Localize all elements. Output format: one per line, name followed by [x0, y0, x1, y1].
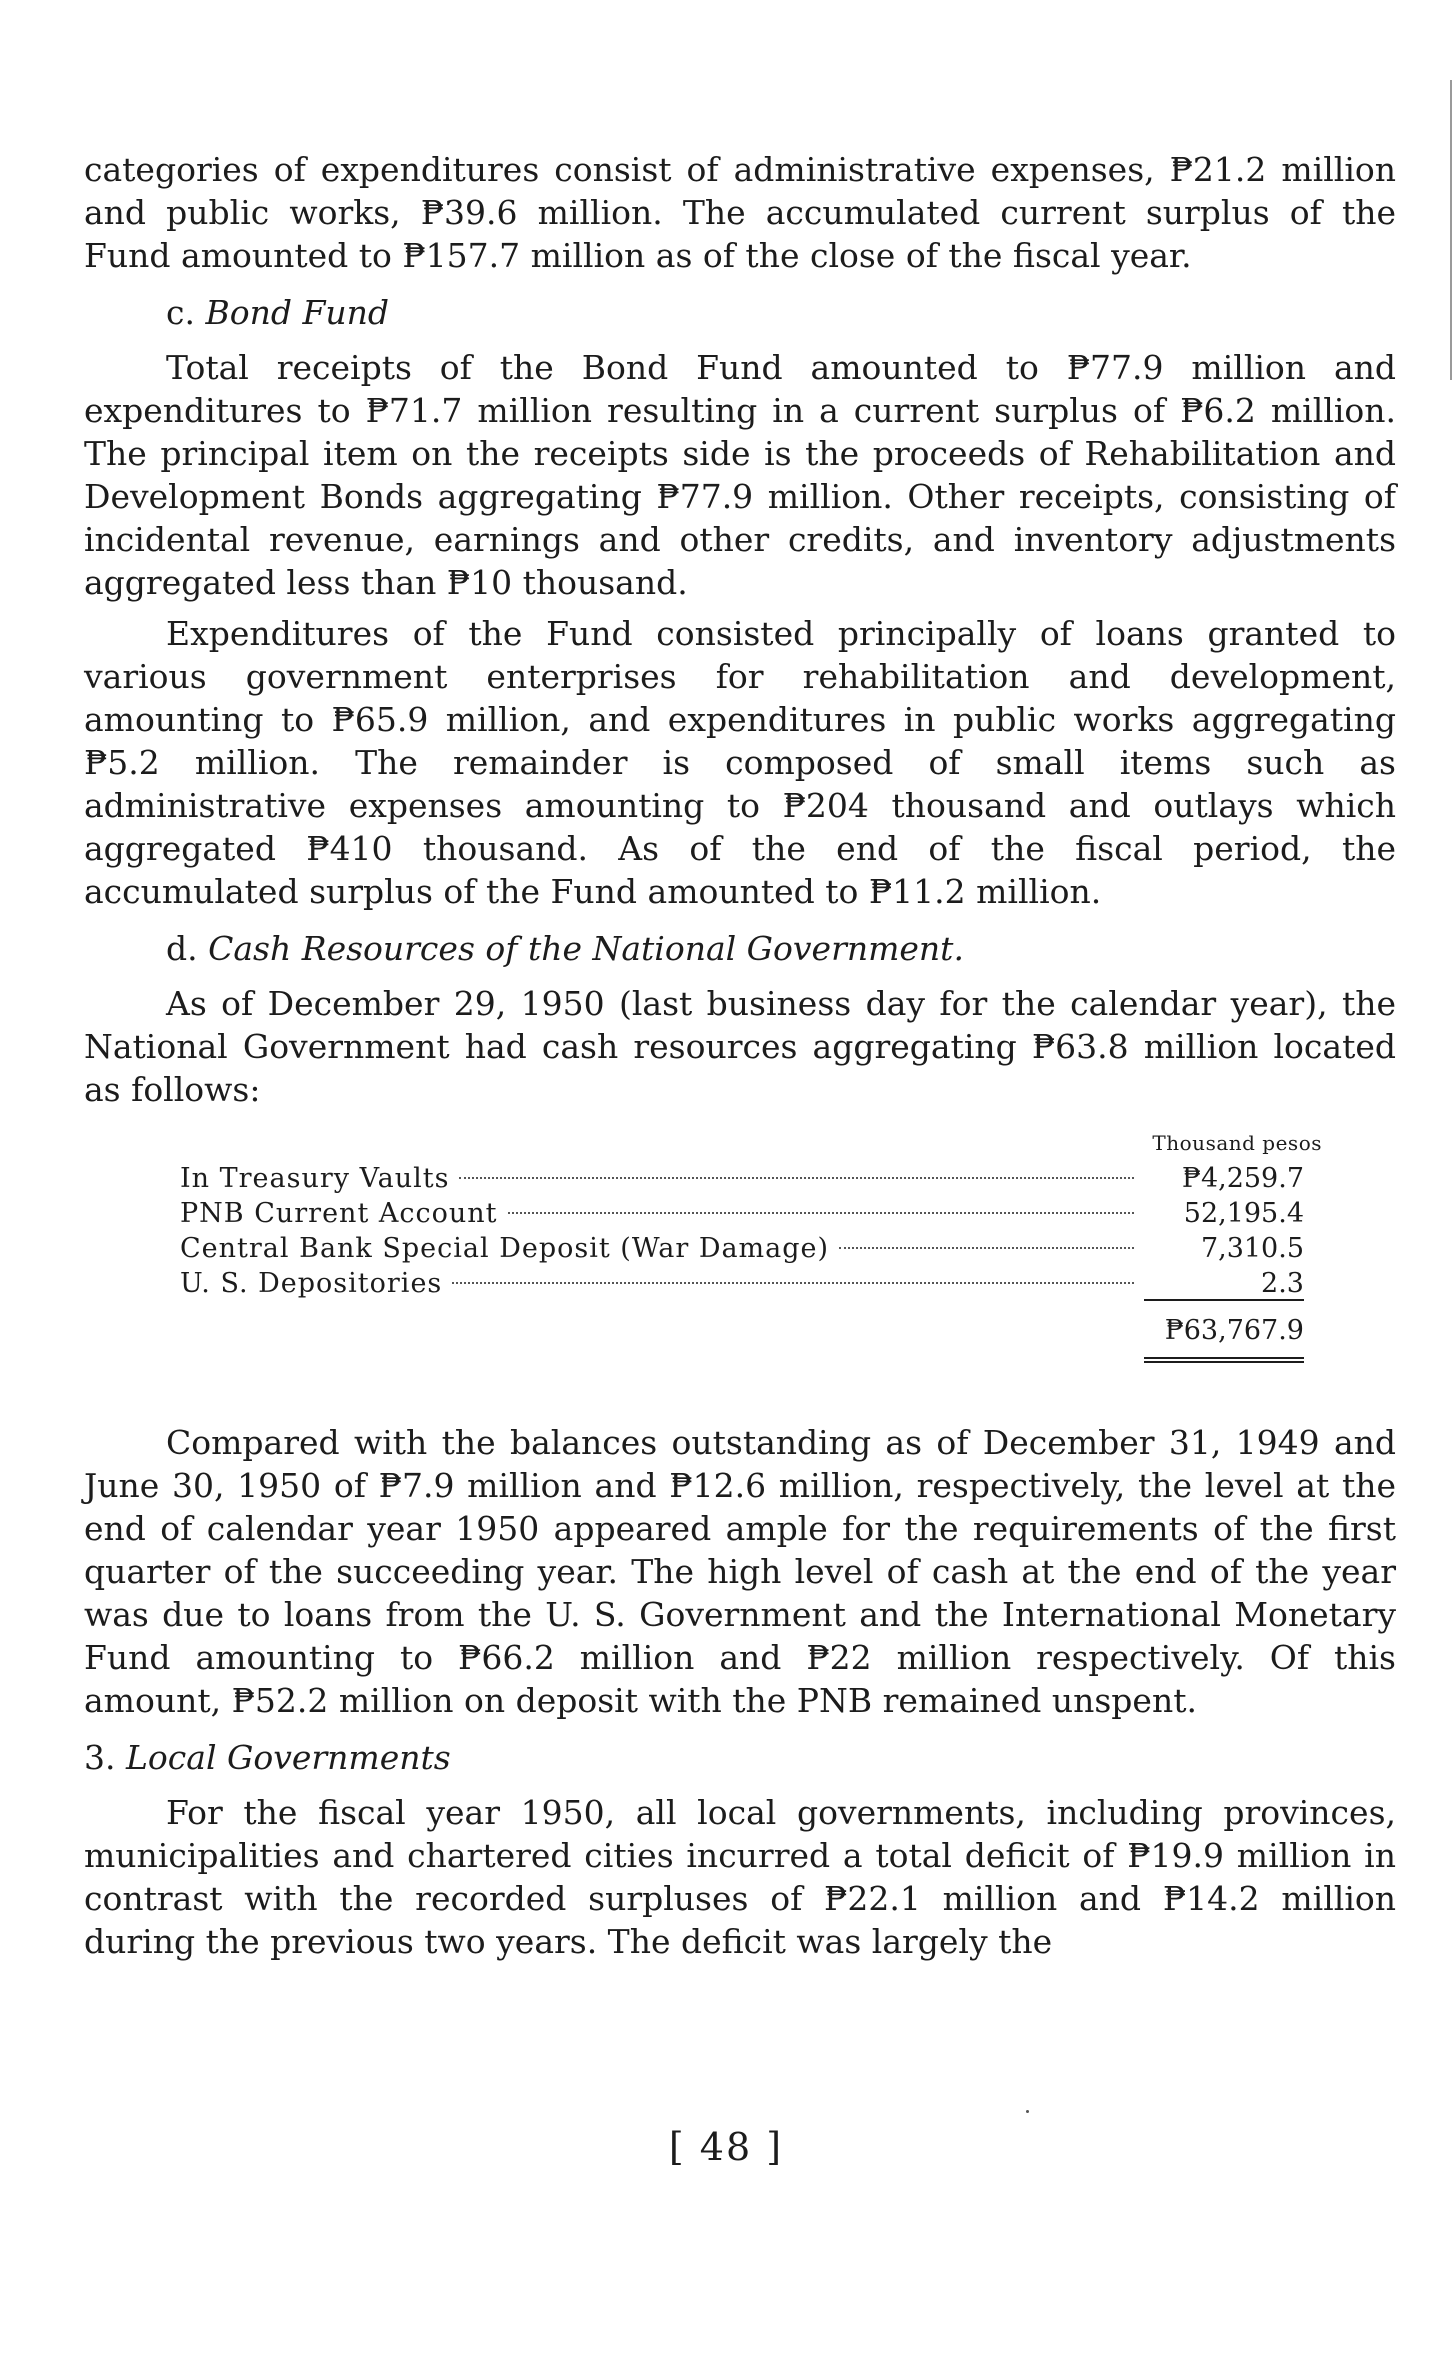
scan-speck [1026, 2110, 1029, 2113]
table-row-value: 2.3 [1144, 1269, 1304, 1301]
dot-leader [452, 1282, 1134, 1284]
table-row-value: 52,195.4 [1183, 1198, 1304, 1229]
section-heading-bond-fund [84, 291, 1396, 334]
cash-resources-table [84, 1131, 1396, 1363]
section-heading-cash-resources [84, 927, 1396, 970]
page-body [84, 148, 1396, 1963]
table-row-value: ₱4,259.7 [1181, 1163, 1304, 1194]
section-label: d. [166, 929, 198, 968]
section-heading-local-governments [84, 1736, 1396, 1779]
table-row-value: 7,310.5 [1200, 1233, 1304, 1264]
table-unit-header: Thousand pesos [1152, 1131, 1322, 1155]
dot-leader [508, 1212, 1134, 1214]
section-title: Cash Resources of the National Government. [208, 929, 964, 968]
paragraph-bond-fund-expenditures: Expenditures of the Fund consisted principally of loans granted to various government enterprises for rehabilitation and development, amounting to ₱65.9 million, and expenditures in public works aggregating ₱5.2 million. The remainder is composed of small items such as administrative expenses amounting to ₱204 thousand and outlays which aggregated ₱410 thousand. As of the end of the fiscal period, the accumulated surplus of the Fund amounted to ₱11.2 million. [84, 614, 1396, 911]
table-row-label: In Treasury Vaults [180, 1163, 450, 1194]
dot-leader [839, 1247, 1134, 1249]
paragraph-bond-fund-receipts: Total receipts of the Bond Fund amounted to ₱77.9 million and expenditures to ₱71.7 million resulting in a current surplus of ₱6.2 million. The principal item on the receipts side is the proceeds of Rehabilitation and Development Bonds aggregating ₱77.9 million. Other receipts, consisting of incidental revenue, earnings and other credits, and inventory adjustments aggregated less than ₱10 thousand. [84, 348, 1396, 602]
paragraph-cash-resources: As of December 29, 1950 (last business day for the calendar year), the National Government had cash resources aggregating ₱63.8 million located as follows: [84, 984, 1396, 1109]
section-label: c. [166, 293, 195, 332]
section-label: 3. [84, 1738, 116, 1777]
paragraph-cash-comparison: Compared with the balances outstanding as of December 31, 1949 and June 30, 1950 of ₱7.9 million and ₱12.6 million, respectively, the level at the end of calendar year 1950 appeared ample for the requirements of the first quarter of the succeeding year. The high level of cash at the end of the year was due to loans from the U. S. Government and the International Monetary Fund amounting to ₱66.2 million and ₱22 million respectively. Of this amount, ₱52.2 million on deposit with the PNB remained unspent. [84, 1423, 1396, 1720]
table-row-label: Central Bank Special Deposit (War Damage) [180, 1233, 830, 1264]
page-number: [ 48 ] [668, 2125, 784, 2169]
table-row [180, 1231, 1304, 1266]
section-title: Bond Fund [205, 293, 389, 332]
table-row [180, 1161, 1304, 1196]
dot-leader [459, 1177, 1134, 1179]
table-row-label: U. S. Depositories [180, 1268, 443, 1299]
table-row-label: PNB Current Account [180, 1198, 498, 1229]
section-title: Local Governments [126, 1738, 451, 1777]
paragraph-fund-expenditures: categories of expenditures consist of administrative expenses, ₱21.2 million and public works, ₱39.6 million. The accumulated current surplus of the Fund amounted to ₱157.7 million as of the close of the fiscal year. [84, 150, 1396, 275]
paragraph-local-governments: For the fiscal year 1950, all local governments, including provinces, municipalities and chartered cities incurred a total deficit of ₱19.9 million in contrast with the recorded surpluses of ₱22.1 million and ₱14.2 million during the previous two years. The deficit was largely the [84, 1793, 1396, 1961]
table-row [180, 1266, 1304, 1301]
table-row [180, 1196, 1304, 1231]
table-total: ₱63,767.9 [1144, 1311, 1304, 1363]
